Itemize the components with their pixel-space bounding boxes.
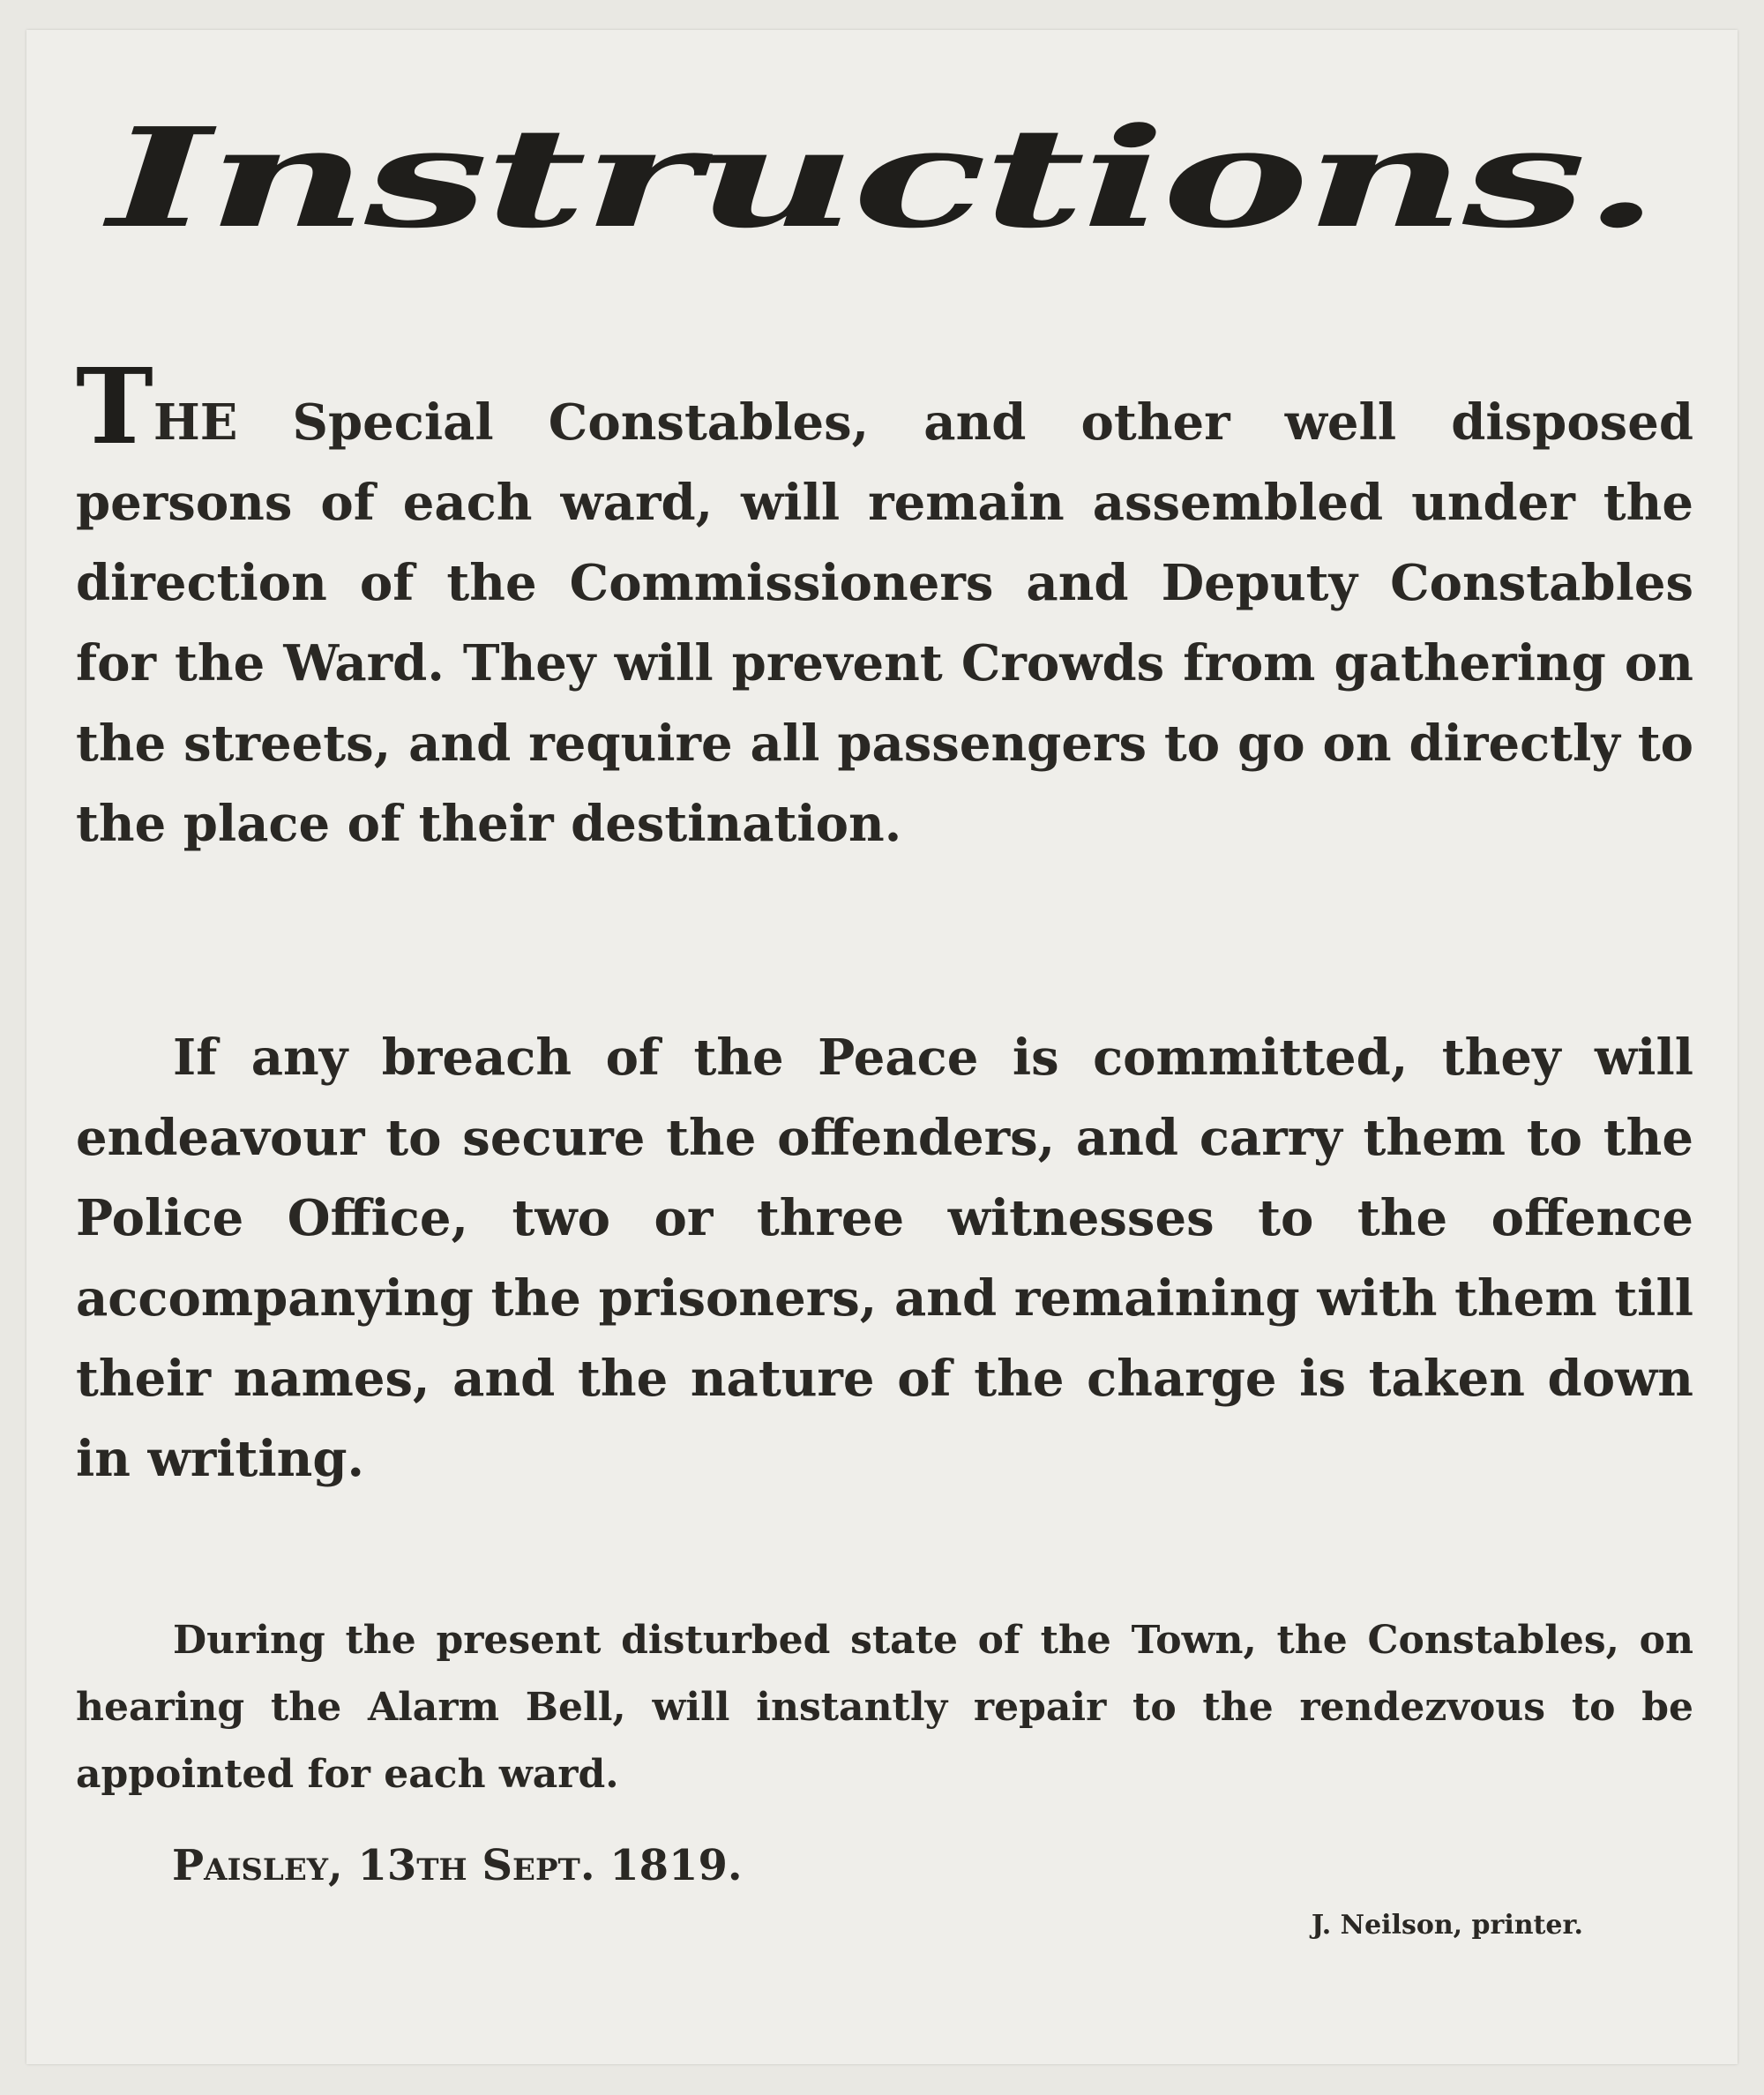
place-and-date: Paisley, 13th Sept. 1819. <box>172 1841 743 1890</box>
paragraph-alarm-bell: During the present disturbed state of the Town, the Constables, on hearing the Alarm Bell, will instantly repair to the rendezvous to be appointed for each ward. <box>76 1618 1693 1797</box>
paragraph-constables-text: HE Special Constables, and other well disposed persons of each ward, will remain assembled under the direction of the Commissioners and Deputy Constables for the Ward. They will prevent Crowds from gathering on the streets, and require all passengers to go on directly to the place of their destination. <box>76 393 1693 853</box>
paragraph-breach-of-peace: If any breach of the Peace is committed, they will endeavour to secure the offenders, and carry them to the Police Office, two or three witnesses to the offence accompanying the prisoners, and remaining with them till their names, and the nature of the charge is taken down in writing. <box>76 1029 1693 1488</box>
drop-cap: T <box>76 345 153 468</box>
poster-title: Instructions. <box>108 97 1656 258</box>
paragraph-constables <box>76 345 1693 864</box>
printer-credit: J. Neilson, printer. <box>1311 1910 1583 1941</box>
poster-sheet <box>26 30 1738 2064</box>
